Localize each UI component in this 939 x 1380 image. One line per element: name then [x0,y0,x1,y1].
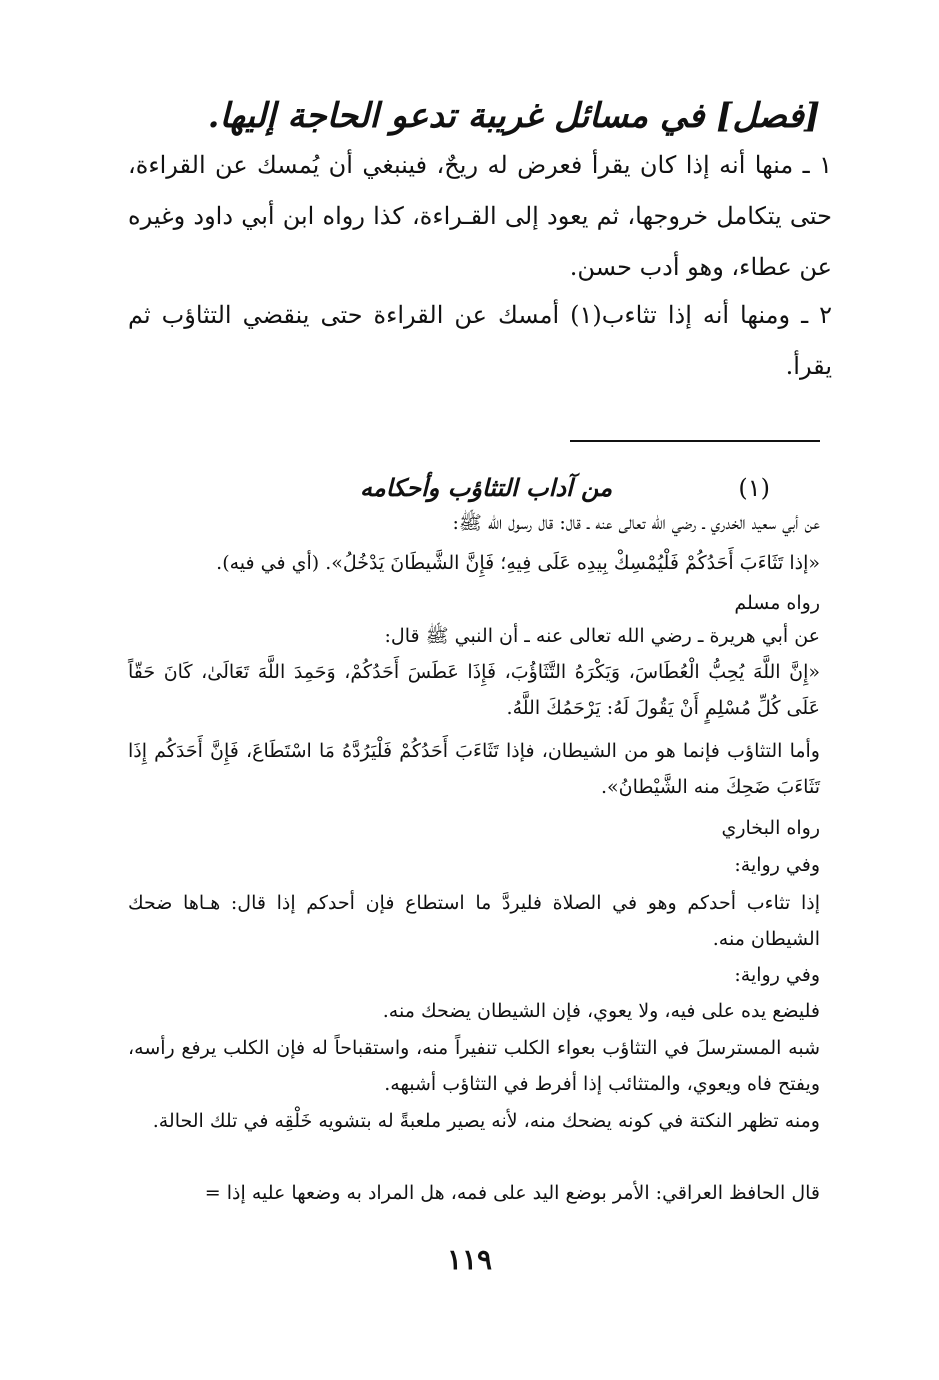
paragraph-1: ١ ـ منها أنه إذا كان يقرأ فعرض له ريحٌ، فينبغي أن يُمسك عن القراءة، حتى يتكامل خروجها، ثم يعود إلى القـراءة، كذا رواه ابن أبي داود وغيره عن عطاء، وهو أدب حسن. [128,151,832,281]
footnote-separator [570,440,820,442]
footnote-line: وفي رواية: [734,854,820,876]
footnote-source: رواه البخاري [721,817,820,839]
footnote-line: «إِنَّ اللَّهَ يُحِبُّ الْعُطَاسَ، وَيَكْرَهُ التَّثَاؤُبَ، فَإِذَا عَطَسَ أَحَدُكُمْ، وَحَمِدَ اللَّهَ تَعَالَىٰ، كَانَ حَقّاً عَلَى كُلِّ مُسْلِمٍ أَنْ يَقُولَ لَهُ: يَرْحَمُكَ اللَّهُ. [128,661,820,719]
section-heading: [فصل] في مسائل غريبة تدعو الحاجة إليها. [207,96,820,136]
footnote-line: وأما التثاؤب فإنما هو من الشيطان، فإذا تَثَاءَبَ أَحَدُكُمْ فَلْيَرُدَّهُ مَا اسْتَطَاعَ، فَإِنَّ أَحَدَكُم إِذَا تَثَاءَبَ ضَحِكَ منه الشَّيْطانُ». [128,740,820,798]
footnote-line: شبه المسترسلَ في التثاؤب بعواء الكلب تنفيراً منه، واستقباحاً له فإن الكلب يرفع رأسه، ويفتح فاه ويعوي، والمتثائب إذا أفرط في التثاؤب أشبهه. [128,1037,820,1095]
footnote-line: إذا تثاءب أحدكم وهو في الصلاة فليردَّ ما استطاع فإن أحدكم إذا قال: هـاها ضحك الشيطان منه. [128,892,820,950]
footnote-line: ومنه تظهر النكتة في كونه يضحك منه، لأنه يصير ملعبةً له بتشويه خَلْقِه في تلك الحالة. [152,1110,820,1132]
footnote-line: عن أبي هريرة ـ رضي الله تعالى عنه ـ أن النبي ﷺ قال: [384,625,820,647]
footnote-heading [360,468,770,508]
footnote-line: فليضع يده على فيه، ولا يعوي، فإن الشيطان يضحك منه. [382,1000,820,1022]
paragraph-2: ٢ ـ ومنها أنه إذا تثاءب(١) أمسك عن القراءة حتى ينقضي التثاؤب ثم يقرأ. [128,301,833,380]
page-number: ١١٩ [446,1243,493,1276]
footnote-title: من آداب التثاؤب وأحكامه [360,473,613,502]
footnote-line: وفي رواية: [734,964,820,986]
footnote-line: عن أبي سعيد الخدري ـ رضي الله تعالى عنه ـ قال: قال رسول الله ﷺ: [452,512,820,534]
footnote-number: (١) [738,474,770,502]
footnote-line: قال الحافظ العراقي: الأمر بوضع اليد على فمه، هل المراد به وضعها عليه إذا = [204,1182,820,1204]
footnote-source: رواه مسلم [734,592,820,614]
footnote-line: «إذا تَثَاءَبَ أَحَدُكُمْ فَلْيُمْسِكْ بِيدِه عَلَى فِيهِ؛ فَإِنَّ الشَّيطَانَ يَدْخُلُ». (أي في فيه). [216,552,820,574]
